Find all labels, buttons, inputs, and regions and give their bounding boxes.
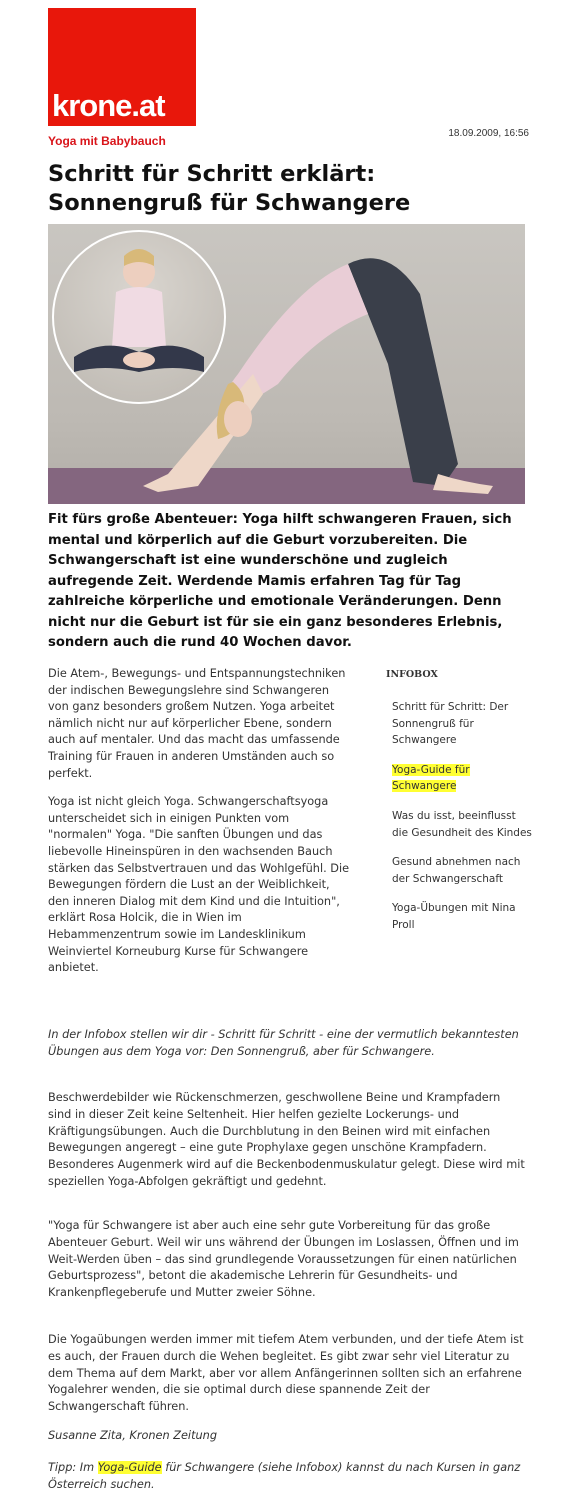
infobox-link-yoga-guide[interactable] <box>392 762 532 795</box>
infobox <box>392 699 532 947</box>
paragraph-2: Yoga ist nicht gleich Yoga. Schwangerschaftsyoga unterscheidet sich in einigen Punkten vom "normalen" Yoga. "Die sanften Übungen und das liebevolle Hineinspüren in den wachsenden Bauch stärken das Selbstvertrauen und das Wohlgefühl. Die Bewegungen fördern die Lust an der Weiblichkeit, den inneren Dialog mit dem Kind und die Intuition", erklärt Rosa Holcik, die in Wien im Hebammenzentrum sowie im Landesklinikum Weinviertel Korneuburg Kurse für Schwangere anbietet. <box>48 795 350 975</box>
title-line-2: Sonnengruß für Schwangere <box>48 190 411 216</box>
page-title <box>48 160 528 218</box>
tip-prefix: Tipp: Im <box>48 1461 98 1474</box>
tip-text <box>48 1460 526 1494</box>
article-photo <box>48 224 525 504</box>
paragraph-3: Beschwerdebilder wie Rückenschmerzen, geschwollene Beine und Krampfadern sind in dieser Zeit keine Seltenheit. Hier helfen gezielte Lockerungs- und Kräftigungsübungen. Auch die Durchblutung in den Beinen wird mit einfachen Bewegungen angeregt – eine gute Prophylaxe gegen unschöne Krampfadern. Besonderes Augenmerk wird auf die Beckenbodenmuskulatur gelegt. Diese wird mit speziellen Yoga-Abfolgen gekräftigt und gedehnt. <box>48 1091 525 1188</box>
tip-yoga-guide-link[interactable]: Yoga-Guide <box>97 1461 162 1474</box>
paragraph-1: Die Atem-, Bewegungs- und Entspannungstechniken der indischen Bewegungslehre sind Schwangeren von ganz besonders großem Nutzen. Yoga arbeitet nämlich nicht nur auf körperlicher Ebene, sondern auch auf mentaler. Und das macht das umfassende Training für Frauen in anderen Umständen auch so perfekt. <box>48 667 346 780</box>
krone-logo[interactable] <box>48 8 196 126</box>
infobox-link-yoga-guide-label: Yoga-Guide für Schwangere <box>392 763 470 793</box>
inset-photo <box>52 230 226 404</box>
logo-text: krone.at <box>52 88 165 123</box>
author-line: Susanne Zita, Kronen Zeitung <box>48 1429 217 1442</box>
infobox-link-sonnengruss[interactable]: Schritt für Schritt: Der Sonnengruß für Schwangere <box>392 701 509 747</box>
paragraph-5: Die Yogaübungen werden immer mit tiefem Atem verbunden, und der tiefe Atem ist es auch, der Frauen durch die Wehen begleitet. Es gibt zwar sehr viel Literatur zu dem Thema auf dem Markt, aber vor allem Anfängerinnen sollten sich an erfahrene Yogalehrer wenden, die sie optimal durch diese spannende Zeit der Schwangerschaft führen. <box>48 1333 524 1414</box>
paragraph-4: "Yoga für Schwangere ist aber auch eine sehr gute Vorbereitung für das große Abenteuer Geburt. Weil wir uns während der Übungen im Loslassen, Öffnen und im Weit-Werden üben – das sind grundlegende Voraussetzungen für einen natürlichen Geburtsprozess", betont die akademische Lehrerin für Gesundheits- und Krankenpflegeberufe und Mutter zweier Söhne. <box>48 1219 519 1300</box>
infobox-heading: INFOBOX <box>386 669 438 680</box>
publish-date: 18.09.2009, 16:56 <box>448 128 529 139</box>
infobox-link-ernaehrung[interactable]: Was du isst, beeinflusst die Gesundheit des Kindes <box>392 809 532 839</box>
article-lede: Fit fürs große Abenteuer: Yoga hilft schwangeren Frauen, sich mental und körperlich auf die Geburt vorzubereiten. Die Schwangerschaft ist eine wunderschöne und zugleich aufregende Zeit. Werdende Mamis erfahren Tag für Tag zahlreiche körperliche und emotionale Veränderungen. Denn nicht nur die Geburt ist für sie ein ganz besonderes Erlebnis, sondern auch die rund 40 Wochen davor. <box>48 512 512 650</box>
seated-pose-illustration <box>54 232 224 402</box>
infobox-link-abnehmen[interactable]: Gesund abnehmen nach der Schwangerschaft <box>392 856 521 885</box>
infobox-note: In der Infobox stellen wir dir - Schritt für Schritt - eine der vermutlich bekanntesten Übungen aus dem Yoga vor: Den Sonnengruß, aber für Schwangere. <box>48 1028 519 1058</box>
infobox-link-nina-proll[interactable]: Yoga-Übungen mit Nina Proll <box>392 902 516 931</box>
article-column <box>48 666 350 989</box>
tip-suffix: für Schwangere (siehe Infobox) kannst du nach Kursen in ganz Österreich suchen. <box>48 1461 521 1491</box>
section-label: Yoga mit Babybauch <box>48 134 166 148</box>
title-line-1: Schritt für Schritt erklärt: <box>48 161 376 187</box>
